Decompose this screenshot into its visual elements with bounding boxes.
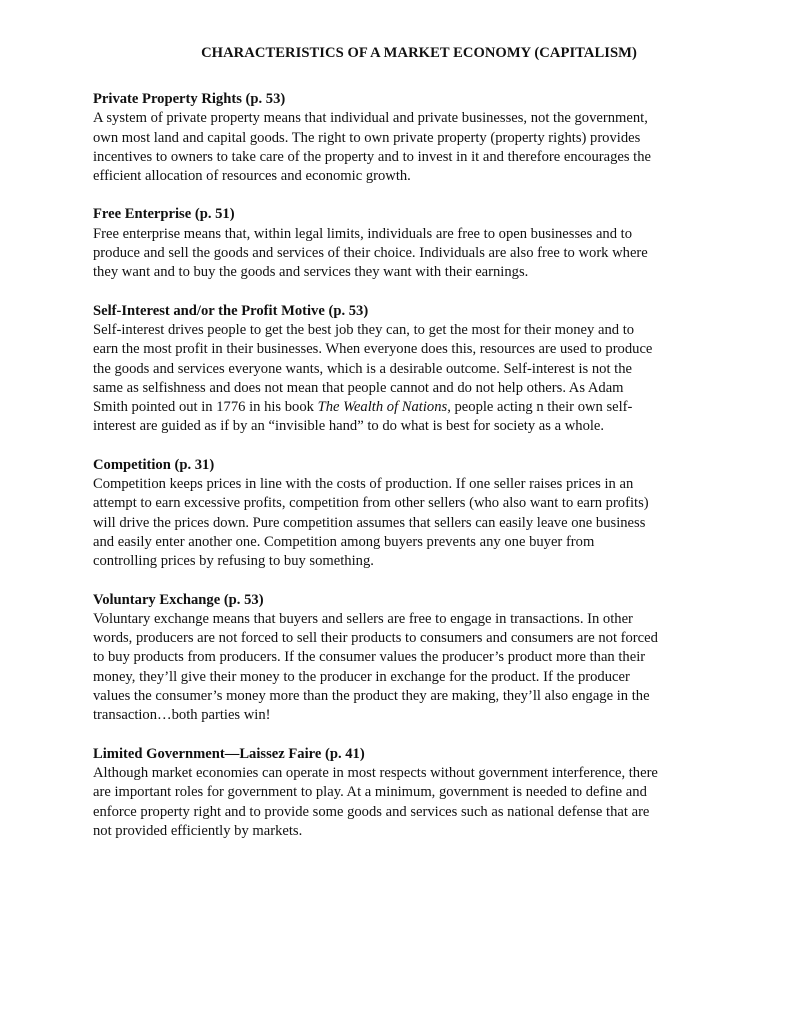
section-heading: Voluntary Exchange (p. 53)	[93, 591, 264, 608]
book-title: The Wealth of Nations	[317, 399, 448, 416]
section-voluntary-exchange	[93, 591, 745, 726]
section-body: Voluntary exchange means that buyers and sellers are free to engage in transactions. In other words, producers are not forced to sell their products to consumers and consumers are not forced to buy products from producers. If the consumer values the producer’s product more than their money, they’ll give their money to the producer in exchange for the product. If the producer values the consumer’s money more than the product they are making, they’ll also engage in the transaction…both parties win!	[93, 610, 658, 724]
section-body: Competition keeps prices in line with the costs of production. If one seller raises prices in an attempt to earn excessive profits, competition from other sellers (who also want to earn profits) will drive the prices down. Pure competition assumes that sellers can easily leave one business and easily enter another one. Competition among buyers prevents any one buyer from controlling prices by refusing to buy something.	[93, 476, 649, 570]
section-heading: Limited Government—Laissez Faire (p. 41)	[93, 745, 365, 762]
section-body: A system of private property means that individual and private businesses, not the government, own most land and capital goods. The right to own private property (property rights) provides incentives to owners to take care of the property and to invest in it and therefore encourages the efficient allocation of resources and economic growth.	[93, 110, 652, 185]
document-page	[93, 44, 745, 860]
document-title: CHARACTERISTICS OF A MARKET ECONOMY (CAPITALISM)	[201, 45, 637, 61]
section-limited-government	[93, 745, 745, 841]
section-heading: Competition (p. 31)	[93, 456, 215, 473]
section-free-enterprise	[93, 205, 745, 282]
section-heading: Free Enterprise (p. 51)	[93, 206, 235, 223]
section-competition	[93, 456, 745, 572]
body-text: Self-interest drives people to get the best job they can, to get the most for their money and to earn the most profit in their businesses. When everyone does this, resources are used to produce the goods and services everyone wants, which is a desirable outcome. Self-interest is not the same as selfishness and does not mean that people cannot and do not help others. As Adam Smith pointed out in 1776 in his book	[93, 321, 653, 416]
section-heading: Private Property Rights (p. 53)	[93, 91, 286, 107]
section-heading: Self-Interest and/or the Profit Motive (p. 53)	[93, 302, 369, 319]
body-text: , people acting n their own self- interest are guided as if by an “invisible hand” to do what is best for society as a whole.	[93, 399, 633, 435]
section-body: Free enterprise means that, within legal limits, individuals are free to open businesses and to produce and sell the goods and services of their choice. Individuals are also free to work where they want and to buy the goods and services they want with their earnings.	[93, 225, 648, 281]
section-body: Although market economies can operate in most respects without government interference, there are important roles for government to play. At a minimum, government is needed to define and enforce property right and to provide some goods and services such as national defense that are not provided efficiently by markets.	[93, 764, 658, 839]
section-private-property-rights	[93, 90, 745, 186]
section-self-interest	[93, 302, 745, 437]
section-body	[93, 321, 745, 437]
